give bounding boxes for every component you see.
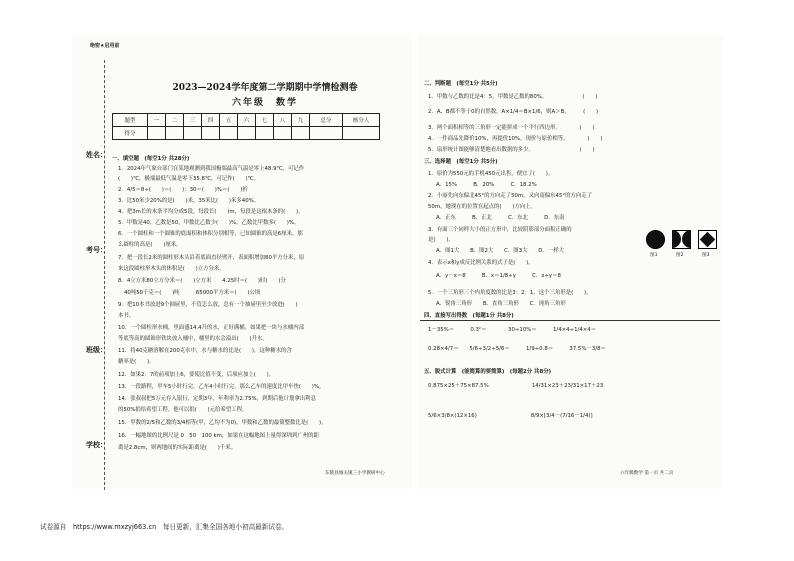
question-line: 等底等高的圆锥形铁块放入桶中，桶里的水会溢出( )升水。 <box>118 336 268 342</box>
score-cell[interactable] <box>238 127 256 140</box>
question-line: 5/6×3/8×(12×16) 8/9×[3/4－(7/16－1/4)] <box>428 413 593 419</box>
footer-left: 东陂县城关镇三小学教研中心 <box>325 471 385 476</box>
question-line: A．y－x＝8 B．x＝1/8÷y C．x÷y＝8 <box>436 273 561 279</box>
figure-2-shade-left <box>672 230 681 248</box>
question-line: 离是2.8cm，则两地间的实际距离是( )千米。 <box>118 445 237 451</box>
question-line: 0.28×4/7＝ 5/6÷3/2÷5/6＝ 1/9÷0.8＝ 37.5%－3/8＝ <box>428 346 606 352</box>
question-line: 2．A、B都不等于0的自然数，A×1/4＝B×1/6，则A＞B。 ( ) <box>428 109 599 115</box>
question-line: 3．两个面积相等的三角形一定能拼成一个平行四边形。 ( ) <box>428 125 595 131</box>
question-line: 10．一个圆柱形水桶，里面盛14.4升的水，正好满桶。如果把一块与水桶内部 <box>118 325 304 331</box>
score-header-cell: 核分人 <box>343 114 380 127</box>
question-line: 7．把一段长2米的圆柱形木头沿着底面直径劈开，表面积增加80平方分米，原 <box>118 255 305 261</box>
score-header-cell: 总分 <box>310 114 343 127</box>
question-line: 11．将40克糖溶解在200克水中，水与糖水的比是( )，这种糖水的含 <box>118 348 292 354</box>
question-line: 来这段圆柱形木头的体积是( )立方分米。 <box>118 266 225 272</box>
question-line: 16．一幅地图的比例尺是 0 50 100 km，如果在这幅地图上量得深圳到广州的距 <box>118 433 319 439</box>
question-line: 5．甲数是40，乙数是50，甲数比乙数少( )%，乙数比甲数多( )%。 <box>118 220 300 226</box>
figure-1-label: 图1 <box>650 253 658 258</box>
question-line: 糖率是( )。 <box>118 359 155 365</box>
question-line: 1．原价为550元的手机450元出售，便宜了( )。 <box>428 171 554 177</box>
question-line: 0.875×25＋75×87.5% 14/31×23＋23/31×17＋23 <box>428 383 604 389</box>
section-fill-blank: 一、填空题 (每空1分 共28分) <box>112 156 190 162</box>
question-line: 的50%捐给希望工程。他可以捐( )元给希望工程。 <box>118 407 248 413</box>
section-divider <box>420 320 720 321</box>
question-line: 50m，她现在的位置在起点的( )方向上。 <box>428 204 536 210</box>
question-line: 1．甲数与乙数的比是4：5，甲数是乙数的80%。 ( ) <box>428 94 598 100</box>
score-header-cell: 一 <box>148 114 166 127</box>
figure-2-label: 图2 <box>676 253 684 258</box>
question-line: 8．4立方米80立方分米＝( )立方米 4.25时＝( )时( )分 <box>118 278 286 284</box>
question-line: 14．张叔叔把5万元存入银行，定期3年，年利率为2.75%，到期后他计划拿出利息 <box>118 396 316 402</box>
source-line: 试卷源自 https://www.mxzyj663.cn 每日更新，汇集全国各地小初高最新试卷。 <box>40 523 289 531</box>
confidential-stamp: 绝密★启用前 <box>90 43 120 49</box>
figure-2-square <box>672 230 691 249</box>
name-label: 姓名： <box>86 151 107 159</box>
question-line: 本书。 <box>118 313 135 319</box>
question-line: 4．一件商品先降价10%，再提价10%，现价与原价相等。 ( ) <box>428 136 603 142</box>
score-header-cell: 三 <box>184 114 202 127</box>
figure-3-shade <box>700 232 716 248</box>
score-header-cell: 二 <box>166 114 184 127</box>
question-line: 6．一个圆柱和一个圆锥的底面积和体积分别相等，已知圆锥的高是6厘米，那 <box>118 231 303 237</box>
score-cell[interactable] <box>274 127 292 140</box>
exam-title: 2023—2024学年度第二学期期中学情检测卷 <box>172 83 358 93</box>
score-table <box>112 113 380 140</box>
school-label: 学校： <box>86 441 107 449</box>
score-header-cell: 五 <box>220 114 238 127</box>
question-line: 1．2024年气象台部门在某地观测到我国极端最高气温是零上48.9℃，可记作 <box>118 166 305 172</box>
section-choice: 三、选择题 (每空1分 共5分) <box>424 159 498 165</box>
question-line: 5．一个三角形三个内角度数的比是3：2：1，这个三角形是( )。 <box>428 290 592 296</box>
score-header-cell: 六 <box>238 114 256 127</box>
question-line: 12．如果2：7的前项加上6，要使比值不变，后项应加上( )。 <box>118 372 275 378</box>
score-header-cell: 九 <box>292 114 310 127</box>
score-cell[interactable] <box>292 127 310 140</box>
question-line: 么圆柱的高是( )厘米。 <box>118 242 182 248</box>
question-line: 4．表示x和y成反比例关系的式子是( )。 <box>428 260 534 266</box>
score-table-score-row <box>113 127 380 140</box>
figure-1-circle <box>646 230 665 249</box>
score-cell[interactable] <box>202 127 220 140</box>
figure-3-square <box>698 230 717 249</box>
question-line: 是( )。 <box>428 237 454 243</box>
score-header-cell: 四 <box>202 114 220 127</box>
exam-subtitle: 六年级 数学 <box>231 98 298 108</box>
figure-3-label: 图3 <box>702 253 710 258</box>
question-line: 13．一段路程，甲车5小时行完，乙车4小时行完，那么乙车的速度比甲车快( )%。 <box>118 384 325 390</box>
score-cell[interactable] <box>184 127 202 140</box>
question-line: 40吨50千克＝( )吨 65000平方米＝( )公顷 <box>124 290 261 296</box>
exam-no-label: 考号： <box>86 246 107 254</box>
section-true-false: 二、判断题 (每空1分 共5分) <box>424 81 498 87</box>
question-line: A．15% B．20% C．18.2% <box>436 182 537 188</box>
score-cell[interactable] <box>343 127 380 140</box>
question-line: 1－35%＝ 0.3²＝ 30÷10%＝ 1/4×4÷1/4×4＝ <box>428 327 597 333</box>
score-cell[interactable] <box>220 127 238 140</box>
footer-right: 六年级数学 第一页 共二页 <box>620 471 674 476</box>
score-header-cell: 八 <box>274 114 292 127</box>
score-cell[interactable] <box>166 127 184 140</box>
question-line: 2．小丽先向东偏北45°的方向走了50m，又向南偏东45°的方向走了 <box>428 193 593 199</box>
score-header-cell: 七 <box>256 114 274 127</box>
score-cell[interactable] <box>148 127 166 140</box>
figure-2-shade-right <box>682 230 691 248</box>
section-step-calculation: 五、脱式计算 (能简算的要简算) (每题2分 共8分) <box>424 369 552 375</box>
question-line: 5．扇形统计图能够清楚地看出数据的多少。 ( ) <box>428 147 595 153</box>
class-label: 班级： <box>86 346 107 354</box>
binding-line <box>104 60 105 490</box>
score-cell[interactable] <box>310 127 343 140</box>
question-line: A．锐角三角形 B．直角三角形 C．钝角三角形 <box>436 301 566 307</box>
score-table-header-row <box>113 114 380 127</box>
question-line: 3．比50米少20%的是( )米，35米比( )米多40%。 <box>118 198 260 204</box>
score-row-label: 得分 <box>113 127 148 140</box>
question-line: A．图1大 B．图2大 C．图3大 D．一样大 <box>436 248 565 254</box>
score-cell[interactable] <box>256 127 274 140</box>
score-header-cell: 题型 <box>113 114 148 127</box>
section-direct-answer: 四、直接写出得数 (每题1分 共8分) <box>424 313 514 319</box>
question-line: A．正东 B．正北 C．东北 D．东南 <box>436 215 565 221</box>
question-line: 15．甲数的2/5和乙数的3/4相等(甲，乙均不为0)，甲数和乙数的最简整数比是( )。 <box>118 420 327 426</box>
question-line: 4．把3m长的木条平均分成5段，每段长( )m，每段是这根木条的( )。 <box>118 209 304 215</box>
question-line: ( )℃，极端最低气温是零下35.8℃，可记作( )℃。 <box>118 176 259 182</box>
question-line: 2．4/5＝8÷( )＝( )：30＝( )%＝( )折 <box>118 187 248 193</box>
question-line: 3．有面三个同样大小的正方形中，比较阴影部分面积正确的 <box>428 227 572 233</box>
question-line: 9．把10本书放进9个抽屉里，不管怎么放，总有一个抽屉里至少放进( ) <box>118 302 298 308</box>
